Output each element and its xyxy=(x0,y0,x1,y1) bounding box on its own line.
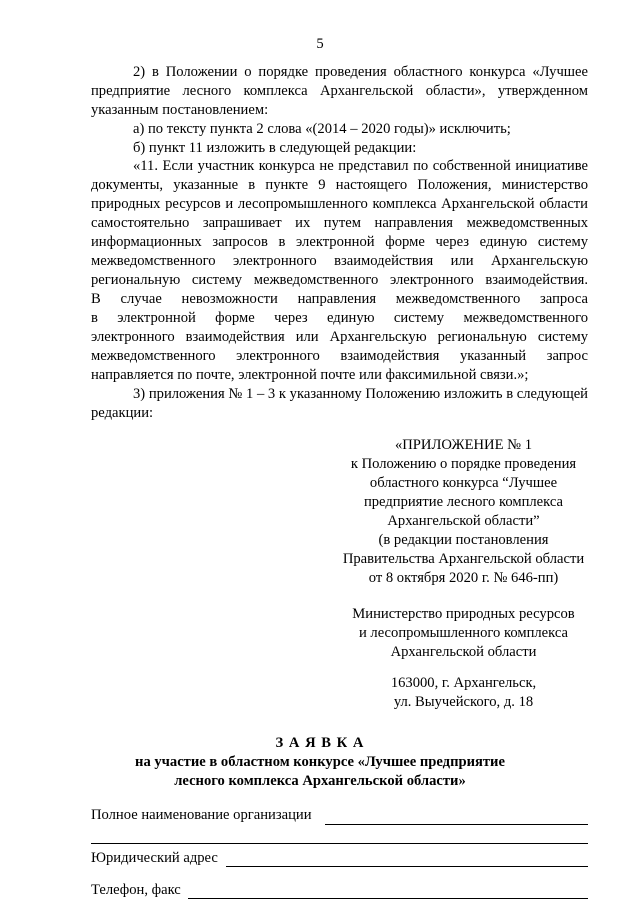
appendix-line: областного конкурса “Лучшее xyxy=(369,475,558,491)
body-line: информационных запросов в электронной форме через единую систему xyxy=(91,234,588,250)
field-phone-label: Телефон, факс xyxy=(91,882,181,898)
ministry-line: Архангельской области xyxy=(390,644,537,660)
appendix-line: (в редакции постановления xyxy=(378,532,549,548)
body-line: региональную систему межведомственного электронного взаимодействия. xyxy=(91,272,588,288)
address-line: 163000, г. Архангельск, xyxy=(390,675,537,691)
body-line: 3) приложения № 1 – 3 к указанному Положению изложить в следующей xyxy=(133,386,588,402)
body-line: направляется по почте, электронной почте или факсимильной связи.»; xyxy=(91,367,529,383)
appendix-line: Правительства Архангельской области xyxy=(342,551,585,567)
appendix-line: «ПРИЛОЖЕНИЕ № 1 xyxy=(394,437,533,453)
ministry-line: и лесопромышленного комплекса xyxy=(358,625,569,641)
body-line: межведомственного электронного взаимодействия указанный запрос xyxy=(91,348,588,364)
body-line: предприятие лесного комплекса Архангельской области», утвержденном xyxy=(91,83,588,99)
field-org-name-label: Полное наименование организации xyxy=(91,807,312,823)
body-line: «11. Если участник конкурса не представил по собственной инициативе xyxy=(133,158,588,174)
page-number: 5 xyxy=(316,36,324,52)
field-legal-address-line[interactable] xyxy=(226,866,588,867)
form-subtitle: на участие в областном конкурсе «Лучшее предприятие xyxy=(135,754,505,770)
body-line: природных ресурсов и лесопромышленного комплекса Архангельской области xyxy=(91,196,588,212)
body-line: а) по тексту пункта 2 слова «(2014 – 2020 годы)» исключить; xyxy=(133,121,511,137)
appendix-line: предприятие лесного комплекса xyxy=(363,494,564,510)
address-line: ул. Выучейского, д. 18 xyxy=(393,694,534,710)
body-line: электронного взаимодействия или Архангельскую региональную систему xyxy=(91,329,588,345)
form-subtitle: лесного комплекса Архангельской области» xyxy=(174,773,466,789)
body-line: межведомственного электронного взаимодействия или Архангельскую xyxy=(91,253,588,269)
field-legal-address-label: Юридический адрес xyxy=(91,850,218,866)
field-phone-line[interactable] xyxy=(188,898,588,899)
body-line: самостоятельно запрашивает их путем направления межведомственных xyxy=(91,215,588,231)
appendix-line: Архангельской области” xyxy=(387,513,540,529)
appendix-line: от 8 октября 2020 г. № 646-пп) xyxy=(368,570,559,586)
field-continuation-line[interactable] xyxy=(91,843,588,844)
body-line: в электронной форме через единую систему межведомственного xyxy=(91,310,588,326)
body-line: редакции: xyxy=(91,405,154,421)
body-line: б) пункт 11 изложить в следующей редакции: xyxy=(133,140,417,156)
field-org-name-line[interactable] xyxy=(325,824,588,825)
appendix-line: к Положению о порядке проведения xyxy=(350,456,577,472)
body-line: 2) в Положении о порядке проведения областного конкурса «Лучшее xyxy=(133,64,588,80)
ministry-line: Министерство природных ресурсов xyxy=(352,606,575,622)
body-line: указанным постановлением: xyxy=(91,102,269,118)
body-line: документы, указанные в пункте 9 настоящего Положения, министерство xyxy=(91,177,588,193)
form-title: З А Я В К А xyxy=(275,735,365,751)
body-line: В случае невозможности направления межведомственного запроса xyxy=(91,291,588,307)
